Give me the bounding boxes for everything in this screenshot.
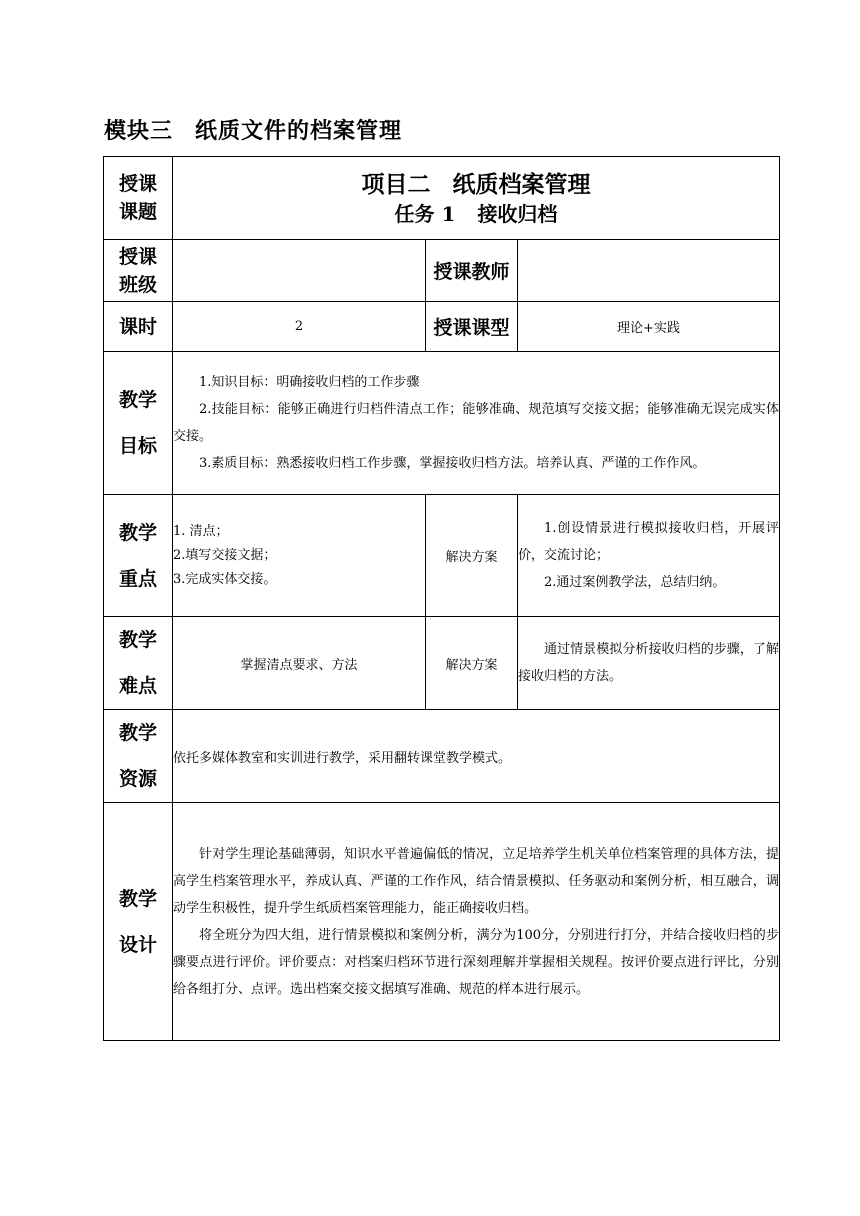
difficulties-label: 教学 难点 <box>104 617 173 710</box>
difficulties-solution: 通过情景模拟分析接收归档的步骤，了解接收归档的方法。 <box>518 617 780 710</box>
resources-row <box>104 710 780 803</box>
topic-label: 授课 课题 <box>104 157 173 240</box>
solution-item: 2.通过案例教学法，总结归纳。 <box>544 575 726 590</box>
design-paragraph: 将全班分为四大组，进行情景模拟和案例分析，满分为100分，分别进行打分，并结合接收归档的步骤要点进行评价。评价要点：对档案归档环节进行深刻理解并掌握相关规程。按评价要点进行评比，分别给各组打分、点评。选出档案交接文据填写准确、规范的样本进行展示。 <box>173 927 779 997</box>
topic-row <box>104 157 780 240</box>
key-points-list <box>173 495 426 617</box>
list-item: 3.完成实体交接。 <box>173 571 277 587</box>
hours-label: 课时 <box>104 302 173 352</box>
task-label: 任务 1 <box>394 202 456 226</box>
course-type-label: 授课课型 <box>426 302 518 352</box>
key-points-solution-label: 解决方案 <box>426 495 518 617</box>
objectives-content <box>173 352 780 495</box>
task-name: 接收归档 <box>477 202 558 226</box>
list-item: 1. 清点； <box>173 523 229 539</box>
course-type-value: 理论+实践 <box>518 302 780 352</box>
objective-item: 1.知识目标：明确接收归档的工作步骤 <box>199 375 420 390</box>
difficulties-row <box>104 617 780 710</box>
teacher-label: 授课教师 <box>426 240 518 302</box>
objectives-row <box>104 352 780 495</box>
class-label: 授课 班级 <box>104 240 173 302</box>
solution-item: 1.创设情景进行模拟接收归档，开展评价，交流讨论； <box>518 521 779 563</box>
hours-value: 2 <box>173 302 426 352</box>
objective-item: 3.素质目标：熟悉接收归档工作步骤，掌握接收归档方法。培养认真、严谨的工作作风。 <box>199 456 706 471</box>
teacher-value <box>518 240 780 302</box>
module-name: 纸质文件的档案管理 <box>195 118 403 144</box>
design-label: 教学 设计 <box>104 803 173 1041</box>
class-value <box>173 240 426 302</box>
objectives-label: 教学 目标 <box>104 352 173 495</box>
design-content <box>173 803 780 1041</box>
key-points-solution <box>518 495 780 617</box>
module-prefix: 模块三 <box>104 118 174 144</box>
key-points-row <box>104 495 780 617</box>
resources-content: 依托多媒体教室和实训进行教学，采用翻转课堂教学模式。 <box>173 710 780 803</box>
difficulties-solution-label: 解决方案 <box>426 617 518 710</box>
resources-label: 教学 资源 <box>104 710 173 803</box>
project-label: 项目二 <box>361 171 431 198</box>
objective-item: 2.技能目标：能够正确进行归档件清点工作；能够准确、规范填写交接文据；能够准确无误完成实体交接。 <box>173 402 779 444</box>
project-name: 纸质档案管理 <box>452 171 591 198</box>
design-paragraph: 针对学生理论基础薄弱，知识水平普遍偏低的情况，立足培养学生机关单位档案管理的具体方法，提高学生档案管理水平，养成认真、严谨的工作作风，结合情景模拟、任务驱动和案例分析，相互融合，调动学生积极性，提升学生纸质档案管理能力，能正确接收归档。 <box>173 846 779 916</box>
key-points-label: 教学 重点 <box>104 495 173 617</box>
topic-value <box>173 157 780 240</box>
list-item: 2.填写交接文据； <box>173 547 277 563</box>
module-title <box>104 114 402 145</box>
design-row <box>104 803 780 1041</box>
class-row <box>104 240 780 302</box>
difficulties-content: 掌握清点要求、方法 <box>173 617 426 710</box>
hours-row <box>104 302 780 352</box>
lesson-plan-table <box>103 156 780 1041</box>
